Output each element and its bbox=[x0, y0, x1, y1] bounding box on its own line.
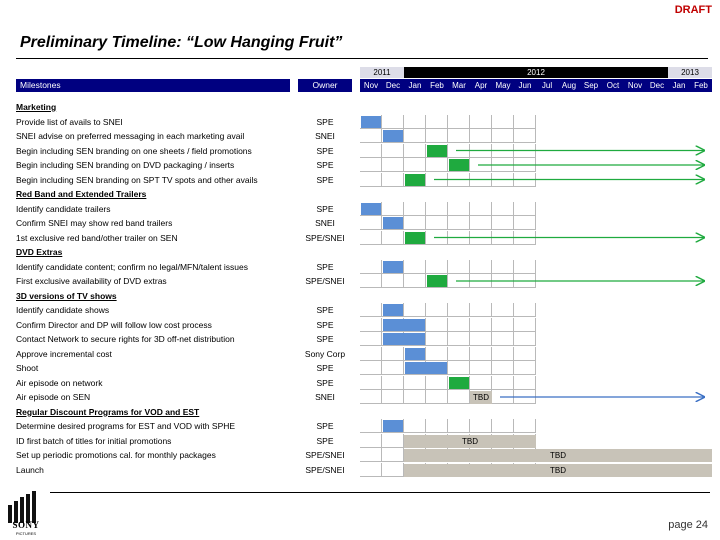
milestone-label: Launch bbox=[16, 464, 44, 475]
month-header: Jul bbox=[536, 79, 558, 92]
milestone-label: Identify candidate shows bbox=[16, 305, 110, 315]
owner-cell: SPE/SNEI bbox=[305, 464, 345, 475]
owner-cell: SPE bbox=[316, 160, 334, 170]
owner-cell: SNEI bbox=[315, 392, 335, 402]
milestone-label: Confirm Director and DP will follow low cost process bbox=[16, 319, 212, 330]
owner-cell: SPE bbox=[316, 435, 334, 446]
tbd-bar: TBD bbox=[404, 449, 712, 462]
section-heading: Regular Discount Programs for VOD and EST bbox=[16, 406, 200, 417]
milestone-label: Set up periodic promotions cal. for monthly packages bbox=[16, 450, 216, 460]
draft-label: DRAFT bbox=[674, 4, 712, 16]
year-label-2011: 2011 bbox=[360, 67, 404, 78]
milestone-label: ID first batch of titles for initial promotions bbox=[16, 435, 172, 446]
owner-cell: SPE/SNEI bbox=[305, 450, 345, 460]
section-heading: Marketing bbox=[16, 102, 57, 112]
owner-cell: SPE bbox=[316, 145, 334, 156]
month-header: Dec bbox=[382, 79, 404, 92]
month-header: Oct bbox=[602, 79, 624, 92]
month-header: Nov bbox=[360, 79, 382, 92]
milestone-label: Begin including SEN branding on one sheets / field promotions bbox=[16, 145, 252, 156]
milestone-label: SNEI advise on preferred messaging in each marketing avail bbox=[16, 131, 245, 141]
owner-cell: SPE/SNEI bbox=[305, 276, 345, 286]
milestone-label: Begin including SEN branding on DVD packaging / inserts bbox=[16, 160, 235, 170]
owner-cell: SPE bbox=[316, 174, 334, 185]
month-header: Apr bbox=[470, 79, 492, 92]
month-header: Aug bbox=[558, 79, 580, 92]
owner-cell: SNEI bbox=[315, 218, 335, 228]
month-header: Mar bbox=[448, 79, 470, 92]
month-header: Jun bbox=[514, 79, 536, 92]
month-header: May bbox=[492, 79, 514, 92]
month-header: Dec bbox=[646, 79, 668, 92]
owner-cell: SPE bbox=[316, 377, 334, 388]
owner-cell: SPE/SNEI bbox=[305, 232, 345, 243]
milestone-label: Confirm SNEI may show red band trailers bbox=[16, 218, 173, 228]
owner-cell: SPE bbox=[316, 261, 334, 272]
owner-cell: SPE bbox=[316, 203, 334, 214]
milestone-label: Begin including SEN branding on SPT TV spots and other avails bbox=[16, 174, 258, 185]
logo-text: SONY bbox=[12, 520, 40, 530]
owner-cell: SPE bbox=[316, 319, 334, 330]
owner-cell: SPE bbox=[316, 305, 334, 315]
month-header: Jan bbox=[404, 79, 426, 92]
section-heading: Red Band and Extended Trailers bbox=[16, 189, 147, 199]
milestone-label: Identify candidate trailers bbox=[16, 203, 111, 214]
section-heading: 3D versions of TV shows bbox=[16, 290, 117, 301]
month-header: Feb bbox=[690, 79, 712, 92]
month-header: Sep bbox=[580, 79, 602, 92]
owner-cell: SPE bbox=[316, 116, 334, 127]
milestone-label: Shoot bbox=[16, 363, 39, 373]
month-header: Feb bbox=[426, 79, 448, 92]
tbd-bar: TBD bbox=[470, 391, 492, 404]
milestone-label: Air episode on SEN bbox=[16, 392, 91, 402]
page-title: Preliminary Timeline: “Low Hanging Fruit” bbox=[20, 34, 343, 51]
year-label-2013: 2013 bbox=[668, 67, 712, 78]
milestone-label: Provide list of avails to SNEI bbox=[16, 116, 123, 127]
page-number: page 24 bbox=[668, 519, 708, 531]
milestone-label: Identify candidate content; confirm no legal/MFN/talent issues bbox=[16, 261, 248, 272]
milestone-label: Contact Network to secure rights for 3D off-net distribution bbox=[16, 334, 235, 344]
section-heading: DVD Extras bbox=[16, 247, 63, 257]
milestone-label: Approve incremental cost bbox=[16, 348, 112, 359]
owner-cell: SNEI bbox=[315, 131, 335, 141]
tbd-bar: TBD bbox=[404, 464, 712, 477]
owner-cell: Sony Corp bbox=[304, 348, 346, 359]
milestones-header: Milestones bbox=[16, 79, 290, 92]
year-label-2012: 2012 bbox=[404, 67, 668, 78]
owner-header: Owner bbox=[298, 79, 352, 92]
footer-divider bbox=[50, 492, 710, 493]
milestone-label: Air episode on network bbox=[16, 377, 103, 388]
owner-cell: SPE bbox=[316, 334, 334, 344]
milestone-label: 1st exclusive red band/other trailer on SEN bbox=[16, 232, 178, 243]
month-header: Jan bbox=[668, 79, 690, 92]
milestone-label: Determine desired programs for EST and VOD with SPHE bbox=[16, 421, 236, 431]
month-header: Nov bbox=[624, 79, 646, 92]
owner-cell: SPE bbox=[316, 421, 334, 431]
milestone-label: First exclusive availability of DVD extras bbox=[16, 276, 167, 286]
logo-subtext: PICTURES bbox=[15, 531, 37, 536]
tbd-bar: TBD bbox=[404, 435, 536, 448]
owner-cell: SPE bbox=[316, 363, 334, 373]
